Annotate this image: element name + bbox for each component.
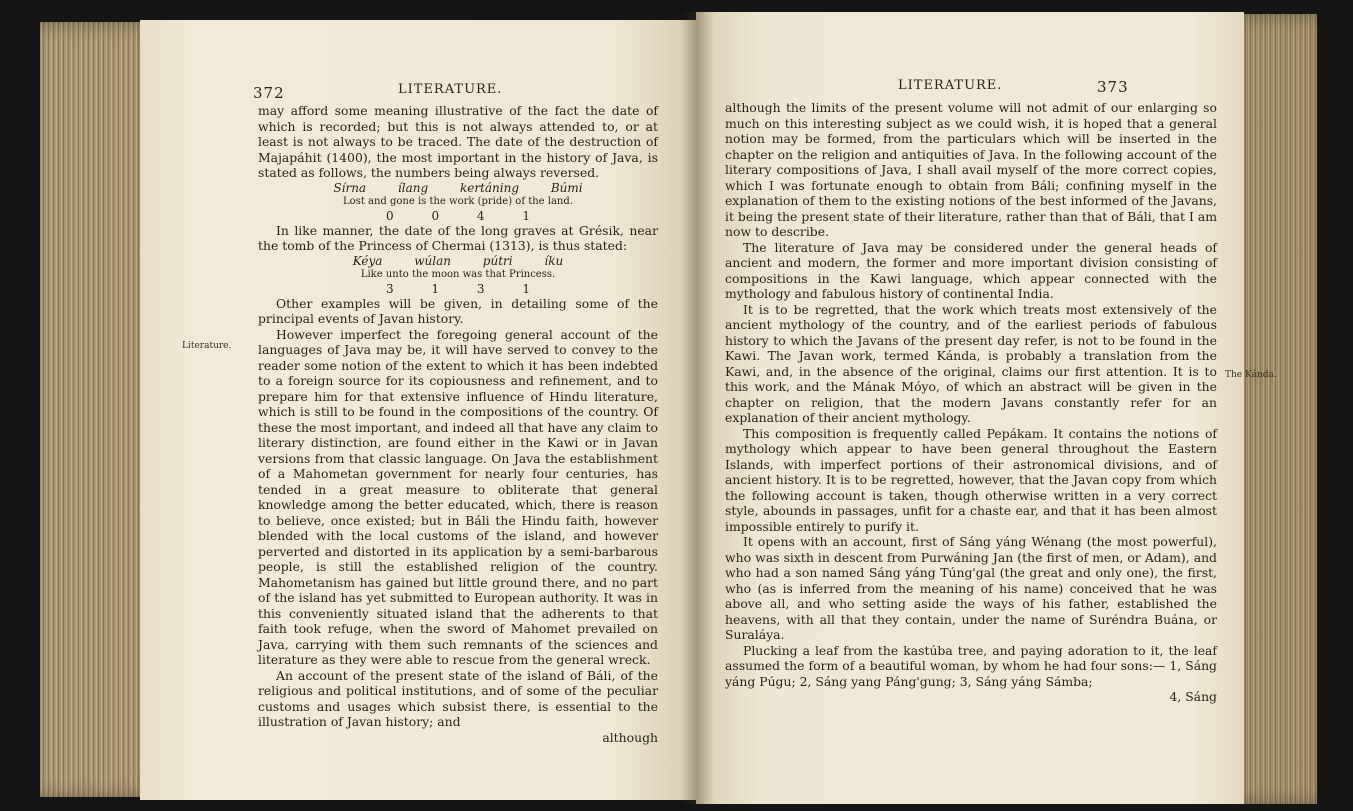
right-paragraph-5: It opens with an account, first of Sáng yáng Wénang (the most powerful), who was sixth in descent from Purwáning Jan (the first of men, or Adam), and who had a son named Sáng yáng Túng'gal (the great and only one), the first, who (as is inferred from the meaning of his name) conceived that he was above all, and who setting aside the ways of his father, established the heavens, with all that they contain, under the name of Suréndra Buána, or Suraláya. — [725, 534, 1217, 642]
right-running-head: LITERATURE. — [898, 78, 1003, 93]
left-running-head: LITERATURE. — [398, 82, 503, 97]
right-paragraph-3: It is to be regretted, that the work which treats most extensively of the ancient mythology of the country, and of the earliest periods of fabulous history to which the Javans of the present day refer, is not to be found in the Kawi. The Javan work, termed Kánda, is probably a translation from the Kawi, and, in the absence of the original, claims our first attention. It is to this work, and the Mának Móyo, of which an abstract will be given in the chapter on religion, that the modern Javans constantly refer for an explanation of their ancient mythology. — [725, 301, 1217, 425]
verse-2-words: Kéya wúlan pútri íku — [352, 253, 564, 268]
left-side-note: Literature. — [182, 341, 232, 351]
left-page-body — [258, 103, 658, 745]
verse-1-gloss: Lost and gone is the work (pride) of the land. — [343, 195, 573, 207]
verse-1-digits: 0 0 4 1 — [386, 208, 530, 223]
left-catchword: although — [602, 729, 658, 745]
verse-gresik — [258, 254, 658, 296]
right-page-body — [725, 100, 1217, 705]
right-catchword: 4, Sáng — [1169, 689, 1217, 704]
left-paragraph-4: However imperfect the foregoing general account of the languages of Java may be, it will have served to convey to the reader some notion of the extent to which it has been indebted to a foreign source for its copiousness and refinement, and to prepare him for that extensive influence of Hindu literature, which is still to be found in the compositions of the country. Of these the most important, and indeed all that have any claim to literary distinction, are found either in the Kawi or in Javan versions from that classic language. On Java the establishment of a Mahometan government for nearly four centuries, has tended in a great measure to obliterate that general knowledge among the better educated, which, there is reason to believe, once existed; but in Báli the Hindu faith, however blended with the local customs of the island, and however perverted and distorted in its application by a semi-barbarous people, is still the established religion of the country. Mahometanism has gained but little ground there, and no part of the island has yet submitted to European authority. It was in this conveniently situated island that the adherents to that faith took refuge, when the sword of Mahomet prevailed on Java, carrying with them such remnants of the sciences and literature as they were able to rescue from the general wreck. — [258, 326, 658, 667]
left-paragraph-1: may afford some meaning illustrative of the fact the date of which is recorded; but this is not always attended to, or at least is not always to be traced. The date of the destruction of Majapáhit (1400), the most important in the history of Java, is stated as follows, the numbers being always reversed. — [258, 103, 658, 180]
right-side-note: The Kánda. — [1225, 370, 1277, 380]
right-paragraph-2: The literature of Java may be considered under the general heads of ancient and modern, the former and more important division consisting of compositions in the Kawi language, which appear connected with the mythology and fabulous history of continental India. — [725, 239, 1217, 301]
verse-majapahit — [258, 181, 658, 223]
right-paragraph-1: although the limits of the present volume will not admit of our enlarging so much on this interesting subject as we could wish, it is hoped that a general notion may be formed, from the particulars which will be inserted in the chapter on the religion and antiquities of Java. In the following account of the literary compositions of Java, I shall avail myself of the more correct copies, which I was fortunate enough to obtain from Báli; confining myself in the explanation of them to the existing notions of the best informed of the Javans, it being the present state of their literature, rather than that of Báli, that I am now to describe. — [725, 100, 1217, 239]
left-paragraph-3: Other examples will be given, in detailing some of the principal events of Javan history. — [258, 295, 658, 326]
verse-1-words: Sírna ílang kertáning Búmi — [333, 180, 583, 195]
book-gutter — [680, 12, 714, 804]
right-paragraph-6: Plucking a leaf from the kastúba tree, and paying adoration to it, the leaf assumed the form of a beautiful woman, by whom he had four sons:— 1, Sáng yáng Púgu; 2, Sáng yang Páng'gung; 3, Sáng yáng Sámba; — [725, 642, 1217, 689]
verse-2-gloss: Like unto the moon was that Princess. — [360, 268, 556, 280]
right-paragraph-4: This composition is frequently called Pepákam. It contains the notions of mythology which appear to have been general throughout the Eastern Islands, with imperfect portions of their astronomical divisions, and of ancient history. It is to be regretted, however, that the Javan copy from which the following account is taken, though otherwise written in a very correct style, abounds in passages, unfit for a chaste ear, and that it has been almost impossible entirely to purify it. — [725, 425, 1217, 534]
right-page-number: 373 — [1097, 78, 1129, 96]
left-page-number: 372 — [253, 84, 285, 102]
left-paragraph-5: An account of the present state of the island of Báli, of the religious and political institutions, and of some of the peculiar customs and usages which subsist there, is essential to the illustration of Javan history; and — [258, 667, 658, 729]
left-paragraph-2: In like manner, the date of the long graves at Grésik, near the tomb of the Princess of Chermai (1313), is thus stated: — [258, 222, 658, 253]
verse-2-digits: 3 1 3 1 — [386, 281, 530, 296]
